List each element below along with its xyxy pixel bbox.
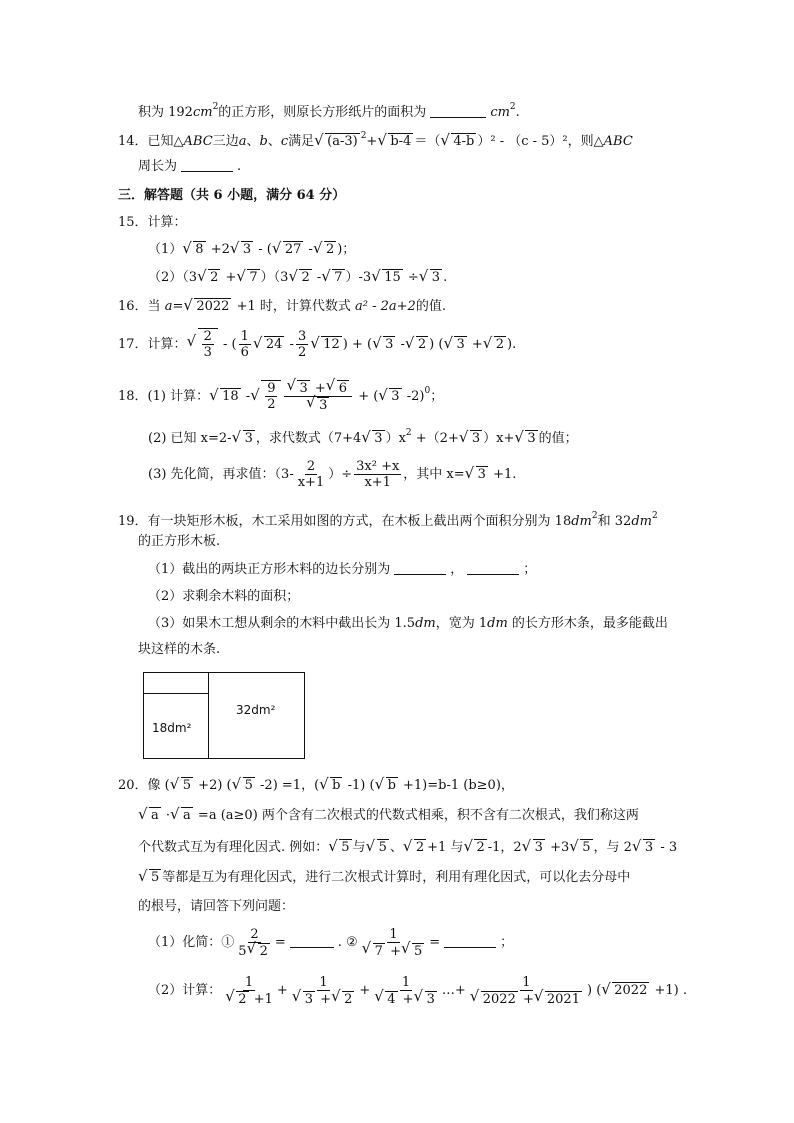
sqrt: √ 8 bbox=[183, 240, 205, 260]
q14-line2 bbox=[138, 157, 241, 177]
q18-part1: 18．(1) 计算：√ 18 - √ $\frac{9}{2}$ √ 3 +√ 6 √ 3 + (√ 3 -2)$^0$； bbox=[118, 374, 443, 414]
small-square-label: 18dm² bbox=[152, 721, 192, 735]
part-label: （1） bbox=[148, 242, 183, 257]
q20-line5: 的根号，请回答下列问题： bbox=[138, 899, 295, 914]
q17-num: 17． bbox=[118, 337, 148, 352]
sqrt: √ 2 bbox=[314, 240, 336, 260]
q13-tail: 积为 $192cm^2$的正方形，则原长方形纸片的面积为 $cm^2$. bbox=[138, 102, 520, 120]
q14-answer-blank[interactable] bbox=[181, 157, 233, 172]
sqrt: √ 3 bbox=[420, 268, 442, 288]
q14-abc: ABC bbox=[603, 134, 633, 149]
q20-part1: （1）化简：① $\frac{2}{5√ 2}$ = . ② 1 √ 7 +√ 5 = ； bbox=[148, 926, 513, 960]
sqrt: √ 2022 bbox=[184, 297, 231, 317]
sqrt: √ 3 bbox=[362, 429, 384, 449]
q15-part1: （1）√ 8 +2√ 3 - (√ 27 -√ 2 )； bbox=[148, 240, 355, 260]
sqrt: √ 27 bbox=[273, 240, 304, 260]
q18-fraction: √ 3 +√ 6 √ 3 bbox=[284, 380, 352, 413]
large-square-label: 32dm² bbox=[236, 703, 276, 717]
q14-sqrt-1: √ (a-3) bbox=[315, 132, 360, 152]
q20-line2: √ a ·√ a =a (a≥0) 两个含有二次根式的代数式相乘，积不含有二次根式，我们称这两 bbox=[138, 806, 639, 826]
sqrt: √ 3 bbox=[460, 429, 482, 449]
sqrt: √ 3 bbox=[466, 458, 488, 492]
sqrt: √ 3 bbox=[231, 240, 253, 260]
sqrt: √ 2 bbox=[406, 330, 428, 360]
q20-line4: √ 5 等都是互为有理化因式，进行二次根式计算时，利用有理化因式，可以化去分母中 bbox=[138, 868, 630, 888]
q20-blank-2[interactable] bbox=[444, 933, 496, 948]
q14-text: 已知△ bbox=[147, 134, 184, 149]
sqrt: √ 2 bbox=[484, 330, 506, 360]
sqrt: √ 3 bbox=[379, 380, 401, 414]
sqrt-frac: √ $\frac{2}{3}$ bbox=[188, 328, 218, 360]
q16-num: 16． bbox=[118, 299, 148, 314]
q14-num: 14． bbox=[118, 134, 148, 149]
q19-part2: （2）求剩余木料的面积； bbox=[148, 589, 300, 604]
q19-part3-cont: 块这样的木条. bbox=[138, 642, 221, 657]
q18-part3: (3) 先化简，再求值：（3- $\frac{2}{x+1}$ ）÷ $\frac{\text{3x² +x}}{x+1}$ ，其中 x=√ 3 +1. bbox=[148, 458, 516, 492]
q19-blank-1[interactable] bbox=[394, 560, 446, 575]
part-label: （2） bbox=[148, 270, 183, 285]
q14-sep: 、 bbox=[246, 134, 260, 149]
q14-tail: ）² - （c - 5）²，则△ bbox=[477, 134, 604, 149]
q14-c: c bbox=[280, 134, 289, 149]
sqrt: √ 24 bbox=[254, 330, 285, 360]
q20-blank-1[interactable] bbox=[290, 933, 334, 948]
q14-end: . bbox=[237, 159, 242, 174]
sqrt: √ 18 bbox=[210, 380, 241, 414]
q13-prefix: 积为 192 bbox=[138, 105, 193, 120]
q20-part2: （2）计算： 1 √ 2 +1 + 1 √ 3 +√ 2 + 1 √ 4 +√ 3 …+ 1 √ 2022 +√ 2021 ) (√ 2022 +1) . bbox=[148, 974, 687, 1008]
q14-plus: + bbox=[366, 134, 378, 149]
q14-b: b bbox=[259, 134, 268, 149]
q16: 16．当 a=√ 2022 +1 时，计算代数式 a² - 2a+2的值. bbox=[118, 297, 446, 317]
q18-num: 18． bbox=[118, 389, 148, 404]
sqrt: √ 3 bbox=[444, 330, 466, 360]
q19-line1: 19．有一块矩形木板，木工采用如图的方式，在木板上截出两个面积分别为 $18dm^2$和 $32dm^2$ bbox=[118, 511, 658, 529]
q13-mid: 的正方形，则原长方形纸片的面积为 bbox=[218, 105, 427, 120]
q20-num: 20． bbox=[118, 778, 148, 793]
q14-line1: 14．已知△ABC三边a、b、c满足√ (a-3) $^2$+√ b-4 ＝（√ 4-b ）² - （c - 5）²，则△ABC bbox=[118, 126, 633, 152]
q13-unit: cm bbox=[192, 105, 213, 120]
q15-num: 15． bbox=[118, 215, 148, 230]
sqrt: √ 2 bbox=[198, 268, 220, 288]
q14-eq: ＝（ bbox=[414, 134, 441, 149]
q18-part2: (2) 已知 x=2-√ 3 ，求代数式（7+4√ 3 ）$x^2 +(2+√$ 3 ）x+√ 3 的值； bbox=[148, 423, 578, 449]
sqrt-frac: √ $\frac{9}{2}$ bbox=[251, 380, 281, 414]
q19-num: 19． bbox=[118, 514, 148, 529]
q20-line1: 20．像 (√ 5 +2) (√ 5 -2) =1，(√ b -1) (√ b +1)=b-1 (b≥0)， bbox=[118, 776, 514, 796]
q19-part3: （3）如果木工想从剩余的木料中截出长为 1.5dm，宽为 1dm 的长方形木条，最多能截出 bbox=[148, 616, 668, 631]
q14-line2-text: 周长为 bbox=[138, 159, 178, 174]
wood-board-figure bbox=[143, 672, 305, 759]
q15-title bbox=[118, 213, 187, 233]
q14-text: 三边 bbox=[212, 134, 239, 149]
q13-end-unit: cm bbox=[490, 105, 510, 120]
q19-line2: 的正方形木板. bbox=[138, 534, 221, 549]
q13-answer-blank[interactable] bbox=[430, 103, 486, 118]
q19-part1: （1）截出的两块正方形木料的边长分别为 ， ； bbox=[148, 562, 537, 577]
sqrt: √ 15 bbox=[372, 268, 403, 288]
section-title: 三．解答题（共 6 小题，满分 64 分） bbox=[118, 188, 346, 203]
sqrt: √ 12 bbox=[311, 330, 342, 360]
q14-sep: 、 bbox=[267, 134, 281, 149]
sqrt: √ 7 bbox=[322, 268, 344, 288]
sqrt: √ 2 bbox=[289, 268, 311, 288]
q20-line3: 个代数式互为有理化因式. 例如：√ 5 与√ 5 、√ 2 +1 与√ 2 -1，2√ 3 +3√ 5 ，与 2√ 3 - 3 bbox=[138, 838, 677, 858]
sqrt: √ 7 bbox=[237, 268, 259, 288]
q14-text: 满足 bbox=[288, 134, 315, 149]
q15-part2: （2）（3√ 2 +√ 7 ）（3√ 2 -√ 7 ）-3√ 15 ÷√ 3 . bbox=[148, 268, 447, 288]
board-divider bbox=[208, 673, 209, 693]
sqrt: √ 3 bbox=[515, 429, 537, 449]
q19-blank-2[interactable] bbox=[467, 560, 519, 575]
sqrt: √ 3 bbox=[233, 429, 255, 449]
q17: 17．计算： √ $\frac{2}{3}$ - ( $\frac{1}{6}$ √ 24 - $\frac{3}{2}$ √ 12 ) + (√ 3 -√ 2 ) (√ 3 +√ 2 ). bbox=[118, 328, 516, 360]
q13-end: . bbox=[515, 105, 520, 120]
q14-sqrt-2: √ b-4 bbox=[378, 132, 413, 152]
q14-abc: ABC bbox=[183, 134, 213, 149]
q14-a: a bbox=[238, 134, 247, 149]
sqrt: √ 3 bbox=[373, 330, 395, 360]
q14-sqrt-3: √ 4-b bbox=[441, 132, 476, 152]
q15-title-text: 计算： bbox=[147, 215, 187, 230]
